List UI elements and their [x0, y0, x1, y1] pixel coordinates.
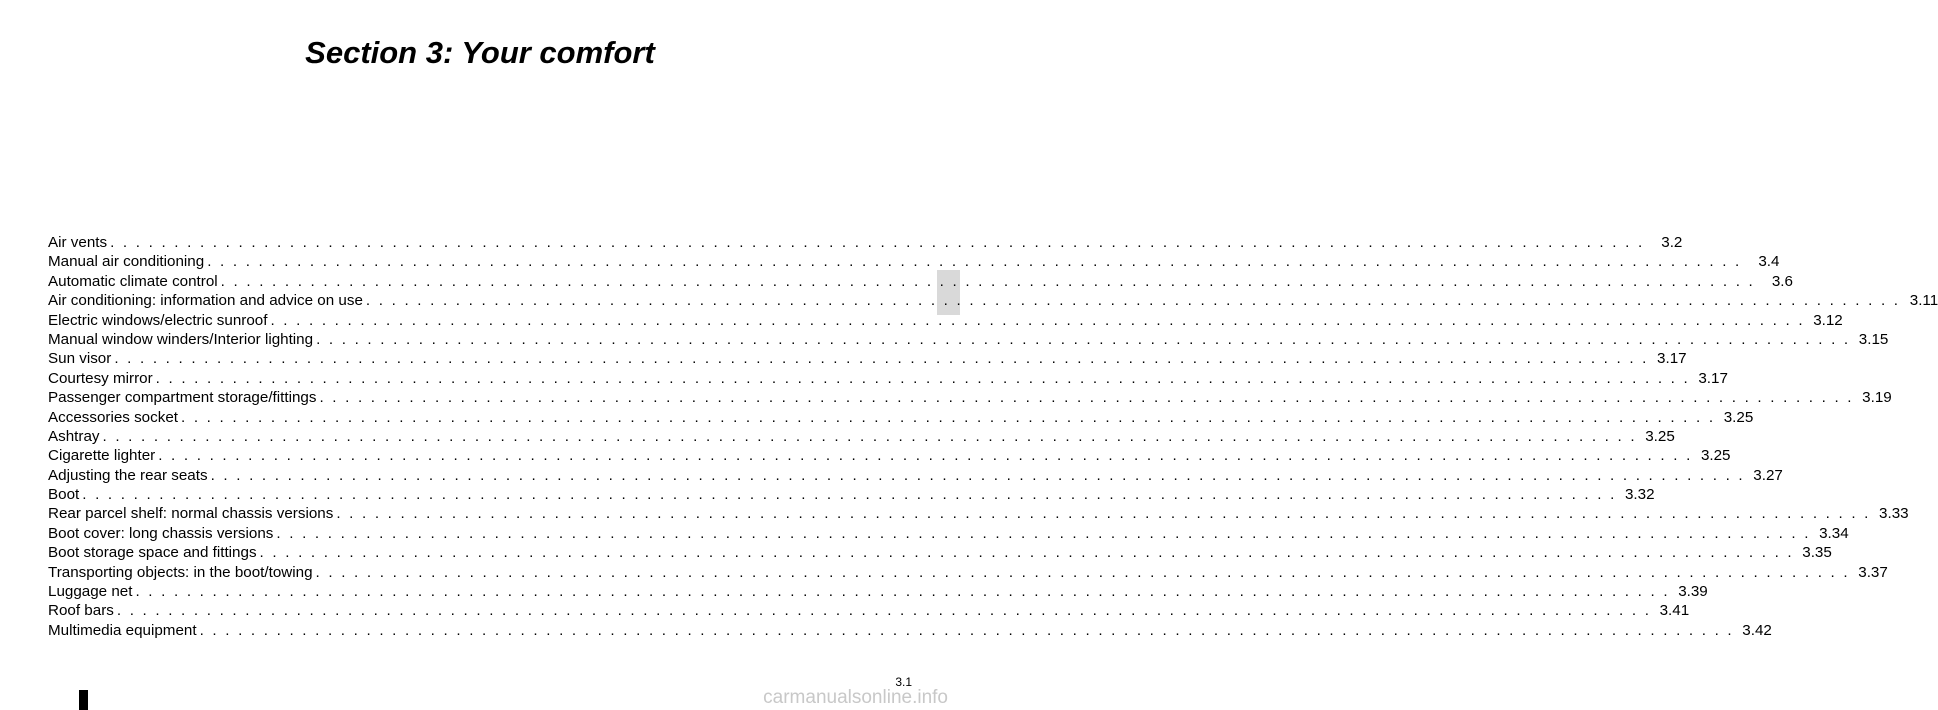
toc-entry-label: Air conditioning: information and advice on use: [48, 292, 363, 310]
toc-dot-leader: . . . . . . . . . . . . . . . . . . . . . . . . . . . . . . . . . . . . . . . . . . . . . . . . . . . . . . . . . . . . . . . . . . . . . . . . . . . . . . . . . . . . . . . . . . . . . . . . . . . . . . . . . . . . . . . . . . . . . . . .: [210, 466, 1745, 484]
toc-entry-page: 3.6: [1771, 272, 1793, 290]
toc-entry-label: Boot cover: long chassis versions: [48, 524, 274, 542]
toc-entry-page: 3.37: [1858, 563, 1888, 581]
toc-entry-label: Cigarette lighter: [48, 447, 156, 465]
toc-entry-page: 3.15: [1858, 330, 1889, 348]
toc-entry-page: 3.25: [1723, 408, 1754, 426]
toc-entry[interactable]: [48, 369, 1728, 388]
toc-dot-leader: . . . . . . . . . . . . . . . . . . . . . . . . . . . . . . . . . . . . . . . . . . . . . . . . . . . . . . . . . . . . . . . . . . . . . . . . . . . . . . . . . . . . . . . . . . . . . . . . . . . . . . . . . . . . . . . . . . . . . . . .: [155, 369, 1690, 387]
toc-entry-label: Manual window winders/Interior lighting: [48, 330, 314, 348]
toc-entry[interactable]: [48, 466, 1783, 485]
toc-entry-label: Electric windows/electric sunroof: [48, 311, 268, 329]
toc-entry[interactable]: [48, 330, 1889, 349]
toc-entry[interactable]: [48, 446, 1731, 465]
toc-entry[interactable]: [48, 291, 1938, 310]
toc-entry-label: Courtesy mirror: [48, 369, 153, 387]
toc-dot-leader: . . . . . . . . . . . . . . . . . . . . . . . . . . . . . . . . . . . . . . . . . . . . . . . . . . . . . . . . . . . . . . . . . . . . . . . . . . . . . . . . . . . . . . . . . . . . . . . . . . . . . . . . . . . . . . . . . . . . . . . .: [199, 621, 1734, 639]
toc-entry-label: Sun visor: [48, 350, 112, 368]
toc-entry-label: Boot storage space and fittings: [48, 544, 257, 562]
toc-entry[interactable]: [48, 252, 1780, 271]
toc-entry[interactable]: [48, 408, 1754, 427]
toc-entry-page: 3.19: [1862, 389, 1892, 407]
toc-dot-leader: . . . . . . . . . . . . . . . . . . . . . . . . . . . . . . . . . . . . . . . . . . . . . . . . . . . . . . . . . . . . . . . . . . . . . . . . . . . . . . . . . . . . . . . . . . . . . . . . . . . . . . . . . . . . . . . . . . . . . . . .: [270, 311, 1805, 329]
toc-dot-leader: . . . . . . . . . . . . . . . . . . . . . . . . . . . . . . . . . . . . . . . . . . . . . . . . . . . . . . . . . . . . . . . . . . . . . . . . . . . . . . . . . . . . . . . . . . . . . . . . . . . . . . . . . . . . . . . . . . . . . . . .: [82, 486, 1617, 504]
toc-entry[interactable]: [48, 504, 1909, 523]
toc-entry-page: 3.32: [1624, 486, 1655, 504]
toc-entry[interactable]: [48, 272, 1793, 291]
toc-entry-page: 3.17: [1698, 369, 1728, 387]
toc-entry-label: Accessories socket: [48, 408, 178, 426]
toc-dot-leader: . . . . . . . . . . . . . . . . . . . . . . . . . . . . . . . . . . . . . . . . . . . . . . . . . . . . . . . . . . . . . . . . . . . . . . . . . . . . . . . . . . . . . . . . . . . . . . . . . . . . . . . . . . . . . . . . . . . . . . . .: [259, 544, 1794, 562]
toc-dot-leader: . . . . . . . . . . . . . . . . . . . . . . . . . . . . . . . . . . . . . . . . . . . . . . . . . . . . . . . . . . . . . . . . . . . . . . . . . . . . . . . . . . . . . . . . . . . . . . . . . . . . . . . . . . . . . . . . . . . . . . . .: [336, 505, 1871, 523]
toc-entry-page: 3.27: [1753, 466, 1783, 484]
toc-entry[interactable]: [48, 563, 1888, 582]
toc-dot-leader: . . . . . . . . . . . . . . . . . . . . . . . . . . . . . . . . . . . . . . . . . . . . . . . . . . . . . . . . . . . . . . . . . . . . . . . . . . . . . . . . . . . . . . . . . . . . . . . . . . . . . . . . . . . . . . . . . . . . . . . .: [102, 427, 1637, 445]
toc-entry[interactable]: [48, 543, 1832, 562]
toc-entry-page: 3.42: [1742, 621, 1772, 639]
toc-entry-label: Automatic climate control: [48, 272, 218, 290]
section-title: Section 3: Your comfort: [305, 34, 655, 70]
toc-entry[interactable]: [48, 233, 1683, 252]
toc-entry-page: 3.12: [1813, 311, 1843, 329]
toc-dot-leader: . . . . . . . . . . . . . . . . . . . . . . . . . . . . . . . . . . . . . . . . . . . . . . . . . . . . . . . . . . . . . . . . . . . . . . . . . . . . . . . . . . . . . . . . . . . . . . . . . . . . . . . . . . . . . . . . . . . . . . . .: [158, 447, 1693, 465]
toc-entry-page: 3.4: [1758, 253, 1780, 271]
toc-entry[interactable]: [48, 349, 1687, 368]
toc-entry[interactable]: [48, 388, 1892, 407]
toc-dot-leader: . . . . . . . . . . . . . . . . . . . . . . . . . . . . . . . . . . . . . . . . . . . . . . . . . . . . . . . . . . . . . . . . . . . . . . . . . . . . . . . . . . . . . . . . . . . . . . . . . . . . . . . . . . . . . . . . . . . . . . . .: [180, 408, 1716, 426]
toc-entry-label: Multimedia equipment: [48, 621, 197, 639]
table-of-contents: [48, 233, 1938, 640]
toc-entry-page: 3.25: [1645, 427, 1675, 445]
toc-dot-leader: . . . . . . . . . . . . . . . . . . . . . . . . . . . . . . . . . . . . . . . . . . . . . . . . . . . . . . . . . . . . . . . . . . . . . . . . . . . . . . . . . . . . . . . . . . . . . . . . . . . . . . . . . . . . . . . . . . . . . . . .: [110, 234, 1645, 251]
toc-entry-label: Manual air conditioning: [48, 253, 205, 271]
toc-dot-leader: . . . . . . . . . . . . . . . . . . . . . . . . . . . . . . . . . . . . . . . . . . . . . . . . . . . . . . . . . . . . . . . . . . . . . . . . . . . . . . . . . . . . . . . . . . . . . . . . . . . . . . . . . . . . . . . . . . . . . . . .: [207, 253, 1742, 271]
toc-dot-leader: . . . . . . . . . . . . . . . . . . . . . . . . . . . . . . . . . . . . . . . . . . . . . . . . . . . . . . . . . . . . . . . . . . . . . . . . . . . . . . . . . . . . . . . . . . . . . . . . . . . . . . . . . . . . . . . . . . . . . . . .: [276, 524, 1811, 542]
toc-entry-page: 3.39: [1678, 583, 1708, 601]
toc-entry-label: Boot: [48, 486, 80, 504]
toc-dot-leader: . . . . . . . . . . . . . . . . . . . . . . . . . . . . . . . . . . . . . . . . . . . . . . . . . . . . . . . . . . . . . . . . . . . . . . . . . . . . . . . . . . . . . . . . . . . . . . . . . . . . . . . . . . . . . . . . . . . . . . . .: [116, 602, 1652, 620]
toc-entry[interactable]: [48, 485, 1655, 504]
toc-dot-leader: . . . . . . . . . . . . . . . . . . . . . . . . . . . . . . . . . . . . . . . . . . . . . . . . . . . . . . . . . . . . . . . . . . . . . . . . . . . . . . . . . . . . . . . . . . . . . . . . . . . . . . . . . . . . . . . . . . . . . . . .: [316, 330, 1851, 348]
toc-entry-page: 3.17: [1657, 350, 1687, 368]
toc-dot-leader: . . . . . . . . . . . . . . . . . . . . . . . . . . . . . . . . . . . . . . . . . . . . . . . . . . . . . . . . . . . . . . . . . . . . . . . . . . . . . . . . . . . . . . . . . . . . . . . . . . . . . . . . . . . . . . . . . . . . . . . .: [135, 583, 1670, 601]
corner-crop-mark: [79, 690, 88, 710]
toc-entry-label: Luggage net: [48, 583, 133, 601]
toc-entry-label: Roof bars: [48, 602, 114, 620]
toc-dot-leader: . . . . . . . . . . . . . . . . . . . . . . . . . . . . . . . . . . . . . . . . . . . . . . . . . . . . . . . . . . . . . . . . . . . . . . . . . . . . . . . . . . . . . . . . . . . . . . . . . . . . . . . . . . . . . . . . . . . . . . . .: [114, 350, 1649, 368]
toc-entry[interactable]: [48, 427, 1675, 446]
toc-dot-leader: . . . . . . . . . . . . . . . . . . . . . . . . . . . . . . . . . . . . . . . . . . . . . . . . . . . . . . . . . . . . . . . . . . . . . . . . . . . . . . . . . . . . . . . . . . . . . . . . . . . . . . . . . . . . . . . . . . . . . . . .: [319, 389, 1854, 407]
toc-entry-page: 3.34: [1819, 524, 1849, 542]
toc-entry-label: Air vents: [48, 234, 108, 251]
toc-dot-leader: . . . . . . . . . . . . . . . . . . . . . . . . . . . . . . . . . . . . . . . . . . . . . . . . . . . . . . . . . . . . . . . . . . . . . . . . . . . . . . . . . . . . . . . . . . . . . . . . . . . . . . . . . . . . . . . . . . . . . . . .: [365, 292, 1901, 310]
toc-entry-page: 3.41: [1659, 602, 1690, 620]
toc-entry[interactable]: [48, 601, 1690, 620]
toc-entry-page: 3.2: [1661, 234, 1683, 251]
watermark: carmanualsonline.info: [763, 687, 948, 708]
toc-entry[interactable]: [48, 311, 1843, 330]
page-number: 3.1: [895, 675, 912, 689]
toc-entry-label: Passenger compartment storage/fittings: [48, 389, 317, 407]
toc-dot-leader: . . . . . . . . . . . . . . . . . . . . . . . . . . . . . . . . . . . . . . . . . . . . . . . . . . . . . . . . . . . . . . . . . . . . . . . . . . . . . . . . . . . . . . . . . . . . . . . . . . . . . . . . . . . . . . . . . . . . . . . .: [220, 272, 1755, 290]
toc-entry-label: Transporting objects: in the boot/towing: [48, 563, 313, 581]
toc-entry[interactable]: [48, 524, 1849, 543]
toc-dot-leader: . . . . . . . . . . . . . . . . . . . . . . . . . . . . . . . . . . . . . . . . . . . . . . . . . . . . . . . . . . . . . . . . . . . . . . . . . . . . . . . . . . . . . . . . . . . . . . . . . . . . . . . . . . . . . . . . . . . . . . . .: [315, 563, 1850, 581]
toc-entry-label: Ashtray: [48, 427, 100, 445]
toc-entry[interactable]: [48, 621, 1772, 640]
toc-entry-page: 3.35: [1802, 544, 1832, 562]
toc-entry-label: Rear parcel shelf: normal chassis versions: [48, 505, 334, 523]
toc-entry-label: Adjusting the rear seats: [48, 466, 208, 484]
toc-entry-page: 3.11: [1909, 292, 1938, 310]
toc-entry-page: 3.33: [1879, 505, 1909, 523]
toc-entry[interactable]: [48, 582, 1708, 601]
toc-entry-page: 3.25: [1700, 447, 1731, 465]
